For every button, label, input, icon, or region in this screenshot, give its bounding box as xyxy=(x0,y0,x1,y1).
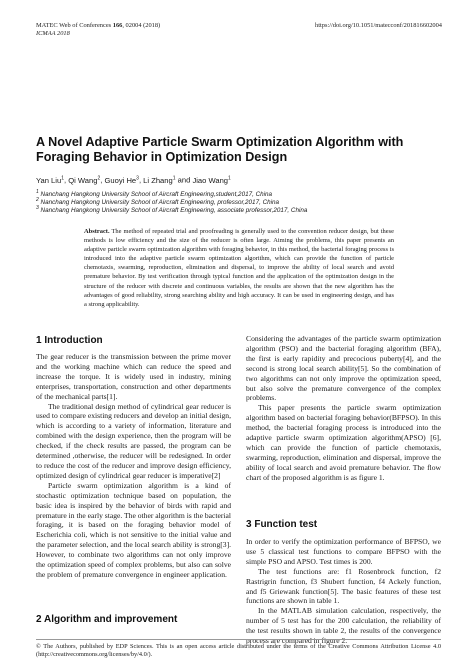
article-number: , 02004 (2018) xyxy=(122,22,161,29)
doi-link[interactable]: https://doi.org/10.1051/matecconf/201816602004 xyxy=(315,22,442,29)
paragraph: Particle swarm optimization algorithm is a kind of stochastic optimization technique based on population, the basic idea is inspired by the behavior of birds with rapid and premature in the early stage. The other algorithm is the bacterial foraging, it is based on the foraging behavior model of Escherichia coli, which is not sensitive to the initial value and the parameter selection, and the local search ability is strong[3]. However, to combinate two algorithms can not only improve the optimization speed of complex problems, but also can solve the problem of premature convergence in engineer application. xyxy=(36,480,231,579)
right-column-top xyxy=(246,334,441,483)
author-list: Yan Liu$^1$, Qi Wang$^2$, Guoyi He$^3$, Li Zhang$^1$ and Jiao Wang$^1$ xyxy=(36,175,231,185)
abstract-text: The method of repeated trial and proofreading is generally used to the convention reducer design, but these methods is low efficiency and the size of the reducer is often large. Aiming the problems, this paper presents an adaptive particle swarm optimization algorithm with foraging behavior, in this method, the bacterial foraging process is introduced into the adaptive particle swarm optimization algorithm, which can provide the function of particle chemotaxis, swarming, reproduction, elimination and dispersal, to improve the ability of local search and avoid premature behavior. By test verification through typical function and the application of the optimization design in the structure of the reducer with discrete and continuous variables, the results are shown that the new algorithm has the advantages of good reliability, strong searching ability and high accuracy. It can be used in engineering design, and has a strong applicability. xyxy=(84,228,394,308)
paragraph: The test functions are: f1 Rosenbrock function, f2 Rastrigrin function, f3 Shubert function, f4 Ackely function, and f5 Griewank function[5]. The basic features of these test functions are shown in table 1. xyxy=(246,566,441,606)
paragraph: This paper presents the particle swarm optimization algorithm based on bacterial foraging behavior(BFPSO). In this method, the bacterial foraging process is introduced into the adaptive particle swarm optimization algorithm(APSO) [6], which can provide the function of particle chemotaxis, swarming, reproduction, elimination and dispersal, improve the ability of local search and avoid premature behavior. The flow chart of the proposed algorithm is as figure 1. xyxy=(246,403,441,482)
footer-divider xyxy=(36,639,441,640)
author: Qi Wang$^2$ xyxy=(68,175,101,185)
author-conjunction: and xyxy=(177,175,191,185)
left-column xyxy=(36,352,231,580)
author: Yan Liu$^1$ xyxy=(36,175,64,185)
paragraph: The traditional design method of cylindrical gear reducer is used to compare existing reducers and develop an initial design, which is according to a variety of information, literature and combined with the design experience, then the program will be checked, if the check results are passed, the program can be determined ,otherwise, the reducer will be redesigned. In order to reduce the cost of the reducer and improve design efficiency, optimized design of cylindrical gear reducer is imperative[2] xyxy=(36,401,231,480)
author: Guoyi He$^3$ xyxy=(104,175,139,185)
running-header-left xyxy=(36,22,160,30)
affiliation: $^2$ Nanchang Hangkong University School of Aircraft Engineering, professor,2017, China xyxy=(36,197,280,207)
paragraph: In the MATLAB simulation calculation, respectively, the number of 5 test has for the 200 calculation, the reliability of the test results shown in table 2, the results of the convergence process are compared in figure 2. xyxy=(246,606,441,646)
paragraph: Considering the advantages of the particle swarm optimization algorithm (PSO) and the bacterial foraging algorithm (BFA), the first is early rapidity and precocious puberty[4], and the second is strong local search ability[5]. So the combination of two algorithms can not only improve the optimization speed, but also solve the premature convergence of the complex problems. xyxy=(246,334,441,403)
journal-volume: 166 xyxy=(112,22,123,29)
author: Li Zhang$^1$ xyxy=(143,175,176,185)
abstract xyxy=(84,227,394,309)
conference-name: ICMAA 2018 xyxy=(36,30,70,37)
paragraph: In order to verify the optimization performance of BFPSO, we use 5 classical test functions to compare BFPSO with the simple PSO and APSO. Test times is 200. xyxy=(246,537,441,566)
journal-name: MATEC Web of Conferences xyxy=(36,22,112,29)
affiliation: $^1$ Nanchang Hangkong University School of Aircraft Engineering,student,2017, China xyxy=(36,189,273,199)
license-footer: © The Authors, published by EDP Sciences. This is an open access article distributed under the terms of the Creative Commons Attribution License 4.0 (http://creativecommons.org/licenses/by/4.0/). xyxy=(36,643,441,658)
section-heading-algorithm: 2 Algorithm and improvement xyxy=(36,614,178,625)
affiliation: $^3$ Nanchang Hangkong University School of Aircraft Engineering, associate professor,2017, China xyxy=(36,205,308,215)
right-column-bottom xyxy=(246,537,441,646)
paragraph: The gear reducer is the transmission between the prime mover and the working machine which can reduce the speed and increase the torque. It is widely used in industry, mining enterprises, transportation, construction and other departments of the mechanical parts[1]. xyxy=(36,352,231,401)
abstract-label: Abstract. xyxy=(84,228,110,235)
author: Jiao Wang$^1$ xyxy=(192,175,231,185)
paper-title: A Novel Adaptive Particle Swarm Optimization Algorithm with Foraging Behavior in Optimization Design xyxy=(36,135,404,164)
section-heading-function-test: 3 Function test xyxy=(246,519,318,530)
section-heading-introduction: 1 Introduction xyxy=(36,335,103,346)
